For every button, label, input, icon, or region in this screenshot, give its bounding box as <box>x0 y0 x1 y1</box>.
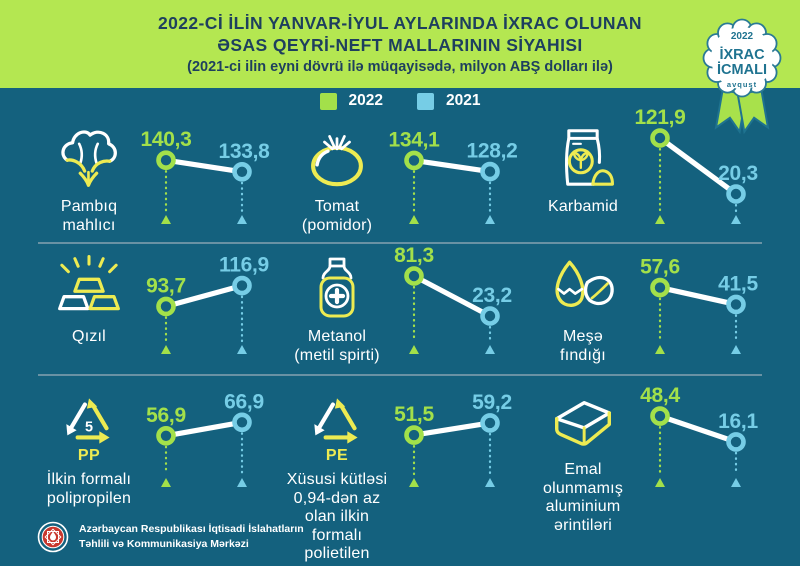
dot-2022 <box>653 409 668 424</box>
dot-2022 <box>159 428 174 443</box>
value-2021: 16,1 <box>718 409 758 433</box>
methanol-bottle-icon <box>304 254 370 322</box>
subtitle: (2021-ci ilin eyni dövrü ilə müqayisədə, milyon ABŞ dolları ilə) <box>187 58 613 75</box>
dot-2021 <box>235 415 250 430</box>
svg-text:İCMALI: İCMALI <box>717 62 767 78</box>
dot-2022 <box>159 299 174 314</box>
product-label: Emal olunmamış aluminium ərintiləri <box>542 461 624 534</box>
svg-text:5: 5 <box>84 419 94 436</box>
resin-code-label: PP <box>77 447 101 464</box>
legend-item-2022 <box>320 92 383 110</box>
dot-2021 <box>483 415 498 430</box>
value-2022: 93,7 <box>146 274 186 298</box>
row-divider-2 <box>38 374 762 376</box>
slope-chart <box>384 118 536 234</box>
slope-chart <box>136 381 288 497</box>
value-2021: 128,2 <box>466 139 518 163</box>
value-2021: 41,5 <box>718 272 758 296</box>
recycle-pp-icon <box>55 387 123 455</box>
legend-swatch-2021 <box>417 93 434 110</box>
product-label: Pambıq mahlıcı <box>60 198 118 234</box>
value-2021: 20,3 <box>718 162 758 185</box>
product-label: Tomat (pomidor) <box>301 198 373 234</box>
row-divider-1 <box>38 242 762 244</box>
product-label: Metanol (metil spirti) <box>294 328 380 364</box>
value-2021: 23,2 <box>472 284 512 307</box>
value-2021: 133,8 <box>218 139 270 163</box>
product-label: Meşə fındığı <box>560 328 606 364</box>
product-cell <box>524 242 770 375</box>
value-2021: 116,9 <box>219 253 269 277</box>
dot-2021 <box>729 187 744 202</box>
aluminium-ingot-icon <box>543 387 623 455</box>
legend-swatch-2022 <box>320 93 337 110</box>
dot-2021 <box>483 164 498 179</box>
value-2022: 56,9 <box>146 403 186 427</box>
svg-text:2022: 2022 <box>730 31 754 42</box>
slope-chart <box>384 381 536 497</box>
value-2022: 51,5 <box>394 403 434 427</box>
dot-2022 <box>653 131 668 146</box>
title-line1: 2022-Cİ İLİN YANVAR-İYUL AYLARINDA İXRAC OLUNAN <box>158 13 642 34</box>
value-2022: 121,9 <box>634 106 686 129</box>
dot-2022 <box>407 153 422 168</box>
product-cell <box>278 375 524 563</box>
slope-chart <box>136 248 288 364</box>
agency-emblem-icon <box>36 520 70 554</box>
product-label: Karbamid <box>547 198 619 215</box>
header <box>0 0 800 88</box>
footer <box>36 520 304 554</box>
legend-label-2021: 2021 <box>446 92 481 109</box>
legend-item-2021 <box>417 92 480 110</box>
hazelnut-icon <box>545 254 621 322</box>
legend-label-2022: 2022 <box>348 92 383 109</box>
dot-2021 <box>235 164 250 179</box>
product-cell <box>524 106 770 242</box>
recycle-pe-icon <box>303 387 371 455</box>
product-label: Qızıl <box>72 328 106 345</box>
tomato-icon <box>299 124 375 192</box>
dot-2022 <box>407 428 422 443</box>
dot-2022 <box>407 269 422 284</box>
dot-2022 <box>159 153 174 168</box>
agency-name: Azərbaycan Respublikası İqtisadi İslahatların Təhlili və Kommunikasiya Mərkəzi <box>79 523 304 550</box>
svg-text:avqust: avqust <box>726 80 758 89</box>
dot-2021 <box>235 278 250 293</box>
title-line2: ƏSAS QEYRİ-NEFT MALLARININ SİYAHISI <box>217 35 583 55</box>
svg-text:İXRAC: İXRAC <box>719 47 765 63</box>
dot-2021 <box>483 309 498 324</box>
dot-2021 <box>729 434 744 449</box>
value-2021: 66,9 <box>224 390 264 414</box>
slope-chart <box>384 244 536 364</box>
gold-bars-icon <box>51 254 127 322</box>
product-cell <box>30 242 278 375</box>
resin-code-label: PE <box>325 447 349 464</box>
product-label: İlkin formalı polipropilen <box>46 471 132 507</box>
product-cell <box>30 375 278 525</box>
slope-chart <box>630 106 782 234</box>
dot-2021 <box>729 297 744 312</box>
dot-2022 <box>653 280 668 295</box>
value-2022: 57,6 <box>640 255 680 279</box>
fertilizer-bag-icon <box>547 124 619 192</box>
value-2022: 81,3 <box>394 244 434 267</box>
product-cell <box>30 112 278 242</box>
value-2022: 140,3 <box>140 128 192 152</box>
slope-chart <box>630 381 782 497</box>
value-2022: 134,1 <box>388 128 440 152</box>
cotton-icon <box>53 124 125 192</box>
value-2021: 59,2 <box>472 390 512 414</box>
value-2022: 48,4 <box>640 384 680 408</box>
slope-chart <box>136 118 288 234</box>
product-cell <box>278 112 524 242</box>
product-cell <box>524 375 770 534</box>
slope-chart <box>630 248 782 364</box>
product-cell <box>278 242 524 375</box>
product-label: Xüsusi kütləsi 0,94-dən az olan ilkin formalı polietilen <box>286 471 388 563</box>
